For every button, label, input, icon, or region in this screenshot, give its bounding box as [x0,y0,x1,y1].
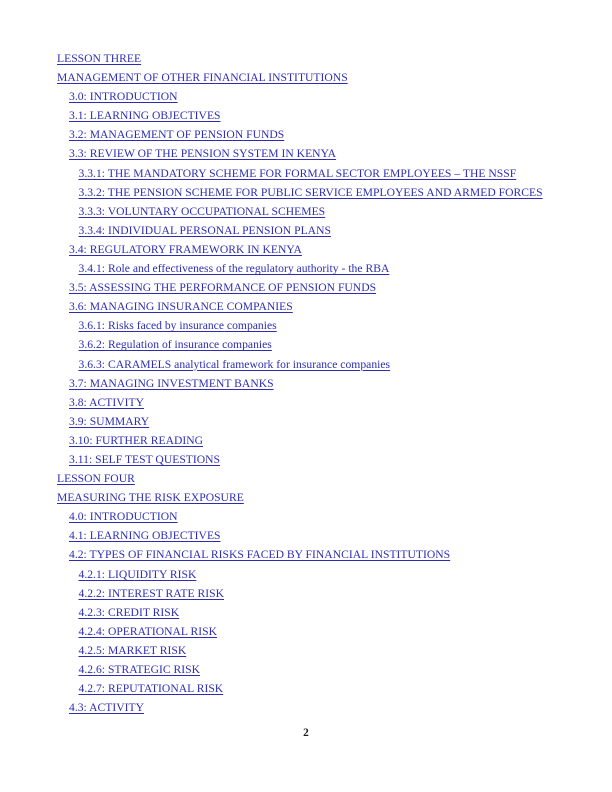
toc-entry[interactable] [0,641,612,660]
toc-entry-label: 4.0: INTRODUCTION [69,510,178,524]
toc-entry-label: 4.2.1: LIQUIDITY RISK [78,567,197,581]
toc-entry[interactable] [0,660,612,679]
toc-entry[interactable] [0,393,612,412]
toc-entry-label: 4.2.5: MARKET RISK [78,643,187,657]
toc-entry[interactable] [0,603,612,622]
toc-entry-label: 3.8: ACTIVITY [69,395,144,409]
toc-entry-label: 3.1: LEARNING OBJECTIVES [69,109,221,123]
toc-entry[interactable] [0,278,612,297]
toc-entry-label: 3.6.3: CARAMELS analytical framework for insurance companies [78,357,391,371]
toc-entry-label: 4.2.3: CREDIT RISK [78,605,180,619]
toc-entry-label: 3.10: FURTHER READING [69,433,204,447]
toc-entry[interactable] [0,87,612,106]
toc-entry-label: 3.11: SELF TEST QUESTIONS [69,452,221,466]
toc-entry[interactable] [0,106,612,125]
toc-entry-label: LESSON THREE [57,52,142,65]
toc-entry-label: 3.0: INTRODUCTION [69,90,178,104]
toc-entry[interactable] [0,164,612,183]
toc-entry[interactable] [0,469,612,488]
toc-entry-label: 4.2.4: OPERATIONAL RISK [78,624,218,638]
toc-entry[interactable] [0,526,612,545]
toc-entry[interactable] [0,507,612,526]
toc-entry-label: 4.2.7: REPUTATIONAL RISK [78,682,224,696]
toc-entry-label: 3.3.3: VOLUNTARY OCCUPATIONAL SCHEMES [78,204,326,218]
toc-entry-label: 3.3: REVIEW OF THE PENSION SYSTEM IN KENYA [69,147,337,161]
toc-entry[interactable] [0,202,612,221]
toc-entry[interactable] [0,68,612,87]
toc-entry[interactable] [0,374,612,393]
toc-entry[interactable] [0,183,612,202]
toc-entry-label: 3.6.2: Regulation of insurance companies [78,338,272,352]
toc-entry[interactable] [0,450,612,469]
toc-entry-label: 4.2.2: INTEREST RATE RISK [78,586,225,600]
toc-entry-label: 3.4: REGULATORY FRAMEWORK IN KENYA [69,242,302,256]
toc-entry-label: MANAGEMENT OF OTHER FINANCIAL INSTITUTIONS [57,71,348,85]
toc-entry-label: 3.2: MANAGEMENT OF PENSION FUNDS [69,128,285,142]
page-number: 2 [303,727,309,739]
toc-entry-label: 4.2.6: STRATEGIC RISK [78,663,201,676]
toc-entry[interactable] [0,412,612,431]
toc-entry-label: 4.2: TYPES OF FINANCIAL RISKS FACED BY FINANCIAL INSTITUTIONS [69,548,451,562]
toc-entry[interactable] [0,584,612,603]
table-of-contents [0,49,612,717]
toc-entry-label: 3.4.1: Role and effectiveness of the regulatory authority - the RBA [78,262,390,276]
toc-entry[interactable] [0,431,612,450]
toc-entry[interactable] [0,622,612,641]
toc-entry[interactable] [0,355,612,374]
toc-entry[interactable] [0,240,612,259]
toc-entry-label: 3.3.1: THE MANDATORY SCHEME FOR FORMAL SECTOR EMPLOYEES – THE NSSF [78,166,517,180]
toc-entry[interactable] [0,698,612,717]
toc-entry[interactable] [0,297,612,316]
toc-entry-label: 4.1: LEARNING OBJECTIVES [69,529,221,543]
toc-entry-label: LESSON FOUR [57,472,135,486]
toc-entry[interactable] [0,545,612,564]
toc-entry-label: 3.3.4: INDIVIDUAL PERSONAL PENSION PLANS [78,223,331,237]
toc-entry-label: MEASURING THE RISK EXPOSURE [57,491,244,505]
toc-entry[interactable] [0,679,612,698]
toc-entry[interactable] [0,335,612,354]
toc-entry[interactable] [0,316,612,335]
toc-entry[interactable] [0,221,612,240]
toc-entry-label: 3.6: MANAGING INSURANCE COMPANIES [69,300,293,314]
toc-entry-label: 3.3.2: THE PENSION SCHEME FOR PUBLIC SERVICE EMPLOYEES AND ARMED FORCES [78,185,543,199]
toc-entry-label: 4.3: ACTIVITY [69,701,144,715]
toc-entry-label: 3.7: MANAGING INVESTMENT BANKS [69,376,274,390]
toc-entry[interactable] [0,565,612,584]
toc-entry[interactable] [0,125,612,144]
toc-entry[interactable] [0,49,612,68]
toc-entry[interactable] [0,144,612,163]
toc-entry[interactable] [0,488,612,507]
toc-entry-label: 3.5: ASSESSING THE PERFORMANCE OF PENSION FUNDS [69,281,377,295]
toc-entry[interactable] [0,259,612,278]
toc-entry-label: 3.6.1: Risks faced by insurance companies [78,319,277,333]
toc-entry-label: 3.9: SUMMARY [69,414,150,428]
